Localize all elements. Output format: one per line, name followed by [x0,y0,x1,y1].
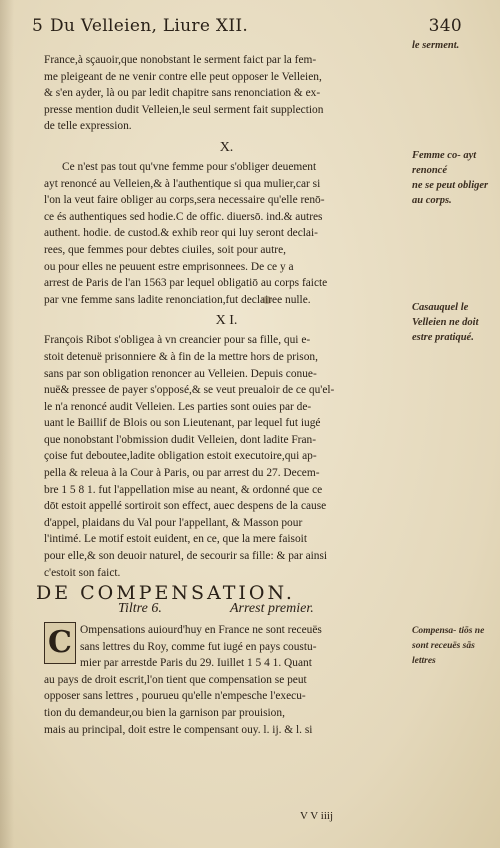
text-line: au pays de droit escrit,l'on tient que compensation se peut [44,673,307,686]
header-page-number: 5 [32,16,44,36]
text-line: bre 1 5 8 1. fut l'appellation mise au neant, & ordonné que ce [44,483,323,496]
text-line: que nonobstant l'obmission dudit Velleien, dont ladite Fran- [44,433,317,446]
drop-cap: C [44,622,76,664]
margin-note-femme: Femme co- ayt renoncé [412,150,477,176]
text-line: uant le Baillif de Blois ou son Lieutenant, par lequel fut iugé [44,417,321,430]
paragraph-2 [44,159,409,308]
text-line: France,à sçauoir,que nonobstant le serment faict par la fem- [44,54,317,66]
text-line: dōt estoit appellé sortiroit son effect, auec despens de la cause [44,500,327,513]
text-line: pour elle,& son deuoir naturel, de secourir sa fille: & par ainsi [44,550,328,563]
text-line: Ompensations auiourd'huy en France ne sont receuës [80,624,322,636]
paragraph-1 [44,52,409,135]
header-running-title: Du Velleien, Liure XII. [50,16,249,36]
main-text-column [44,52,409,581]
gutter-shadow [0,0,14,848]
chapter-title: DE COMPENSATION. [36,582,295,604]
text-line: arrest de Paris de l'an 1563 par lequel obligatiō au corps faicte [44,277,328,290]
header-folio: 340 [428,16,462,36]
text-line: stoit detenuë prisonniere & à fin de la mettre hors de prison, [44,350,318,363]
section-number-x: X. [219,139,234,155]
margin-note-compensations: Compensa- tiōs ne sont receuës sās lettres [412,626,485,666]
section-number-xi: X I. [215,313,238,329]
running-header [32,16,462,38]
text-line: opposer sans lettres , pourueu qu'elle n'empesche l'execu- [44,690,306,703]
ink-blot [262,296,272,304]
margin-note-corps: ne se peut obliger au corps. [412,180,489,206]
titre-label: Tiltre 6. [118,601,162,616]
text-line: l'intimé. Le motif estoit euident, en ce, que la mere faisoit [44,533,308,546]
text-line: ce és authentiques sed hodie.C de offic. diuersō. ind.& autres [44,210,323,223]
text-line: presse mention dudit Velleien,le seul serment fait supplection [44,103,324,116]
text-line: mais au principal, doit estre le compensant ouy. l. ij. & l. si [44,723,313,736]
text-line: tion du demandeur,ou bien la garnison par prouision, [44,706,285,719]
text-line: sans par son obligation renoncer au Velleien. Depuis conue- [44,367,317,380]
text-line: par vne femme sans ladite renonciation,fut declairee nulle. [44,293,311,306]
text-line: sans lettres du Roy, comme fut iugé en pays coustu- [80,640,317,653]
text-line: me pleigeant de ne venir contre elle peut opposer le Velleien, [44,70,322,83]
signature-mark: V V iiij [300,810,334,822]
text-line: de telle expression. [44,120,132,133]
text-line: pella & releua à la Cour à Paris, ou par arrest du 27. Decem- [44,467,320,480]
text-line: mier par arrestde Paris du 29. Iuillet 1 5 4 1. Quant [80,657,312,670]
text-line: l'on la veut faire obliger au corps,sera necessaire qu'elle renō- [44,194,325,207]
text-line: d'appel, plaidans du Val pour l'appellant, & Masson pour [44,516,303,529]
compensation-text [44,622,414,738]
text-line: çoise fut deboutee,ladite obligation estoit executoire,qui ap- [44,450,317,463]
text-line: c'estoit son faict. [44,566,121,579]
text-line: nuë& pressee de payer s'opposé,& se veut preualoir de ce qu'el- [44,384,335,397]
text-line: le n'a renoncé audit Velleien. Les parties sont ouies par de- [44,400,312,413]
text-line: ayt renoncé au Velleien,& à l'authentique si qua mulier,car si [44,177,321,190]
arrest-label: Arrest premier. [230,601,314,616]
text-line: rees, que femmes pour debtes ciuiles, soit pour autre, [44,243,286,256]
text-line: ou pour elles ne peuuent estre emprisonnees. De ce y a [44,260,294,273]
text-line: François Ribot s'obligea à vn creancier pour sa fille, qui e- [44,334,311,347]
text-line: authent. hodie. de custod.& exhib reor qui luy seront declai- [44,227,318,240]
paragraph-3 [44,332,409,581]
margin-note-casauquel: Casauquel le Velleien ne doit estre pratiqué. [412,302,479,343]
text-line: & s'en ayder, là ou par ledit chapitre sans renonciation & ex- [44,87,321,100]
margin-note-serment: le serment. [412,40,460,51]
text-line: Ce n'est pas tout qu'vne femme pour s'obliger deuement [62,160,317,173]
